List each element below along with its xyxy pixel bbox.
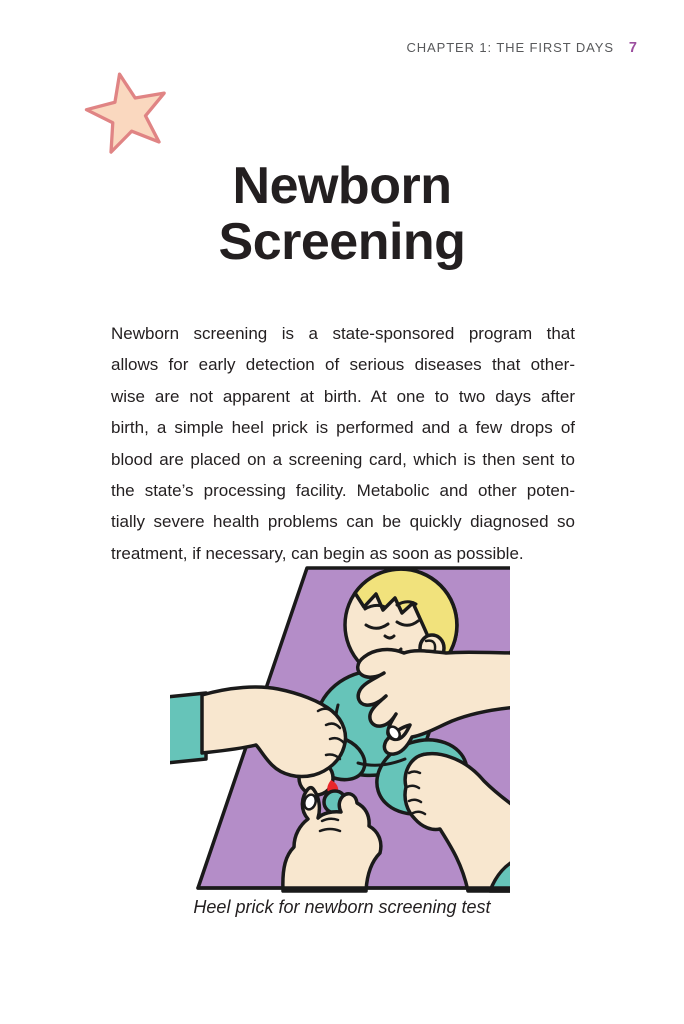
page-title — [0, 158, 684, 270]
body-line: wise are not apparent at birth. At one to two days after — [111, 386, 575, 406]
figure-caption: Heel prick for newborn screening test — [193, 897, 491, 917]
body-line: treatment, if necessary, can begin as soon as possible. — [111, 543, 524, 563]
body-line: the state’s processing facility. Metabolic and other poten- — [111, 481, 575, 501]
heel-prick-illustration — [170, 563, 510, 893]
body-paragraph — [111, 318, 575, 569]
page-title-line2: Screening — [218, 213, 466, 271]
page-number: 7 — [628, 40, 637, 56]
heel-prick-illustration-svg — [170, 563, 510, 893]
chapter-heading: CHAPTER 1: THE FIRST DAYS — [406, 40, 614, 55]
body-line: blood are placed on a screening card, which is then sent to — [111, 449, 575, 469]
body-line: allows for early detection of serious diseases that other- — [111, 355, 575, 375]
page-title-line1: Newborn — [232, 157, 452, 215]
star-decoration — [84, 70, 172, 158]
star-icon — [76, 62, 180, 166]
body-line: tially severe health problems can be quickly diagnosed so — [111, 512, 575, 532]
body-line: birth, a simple heel prick is performed and a few drops of — [111, 418, 575, 438]
body-line: Newborn screening is a state-sponsored program that — [111, 324, 575, 343]
page-header — [406, 40, 637, 56]
